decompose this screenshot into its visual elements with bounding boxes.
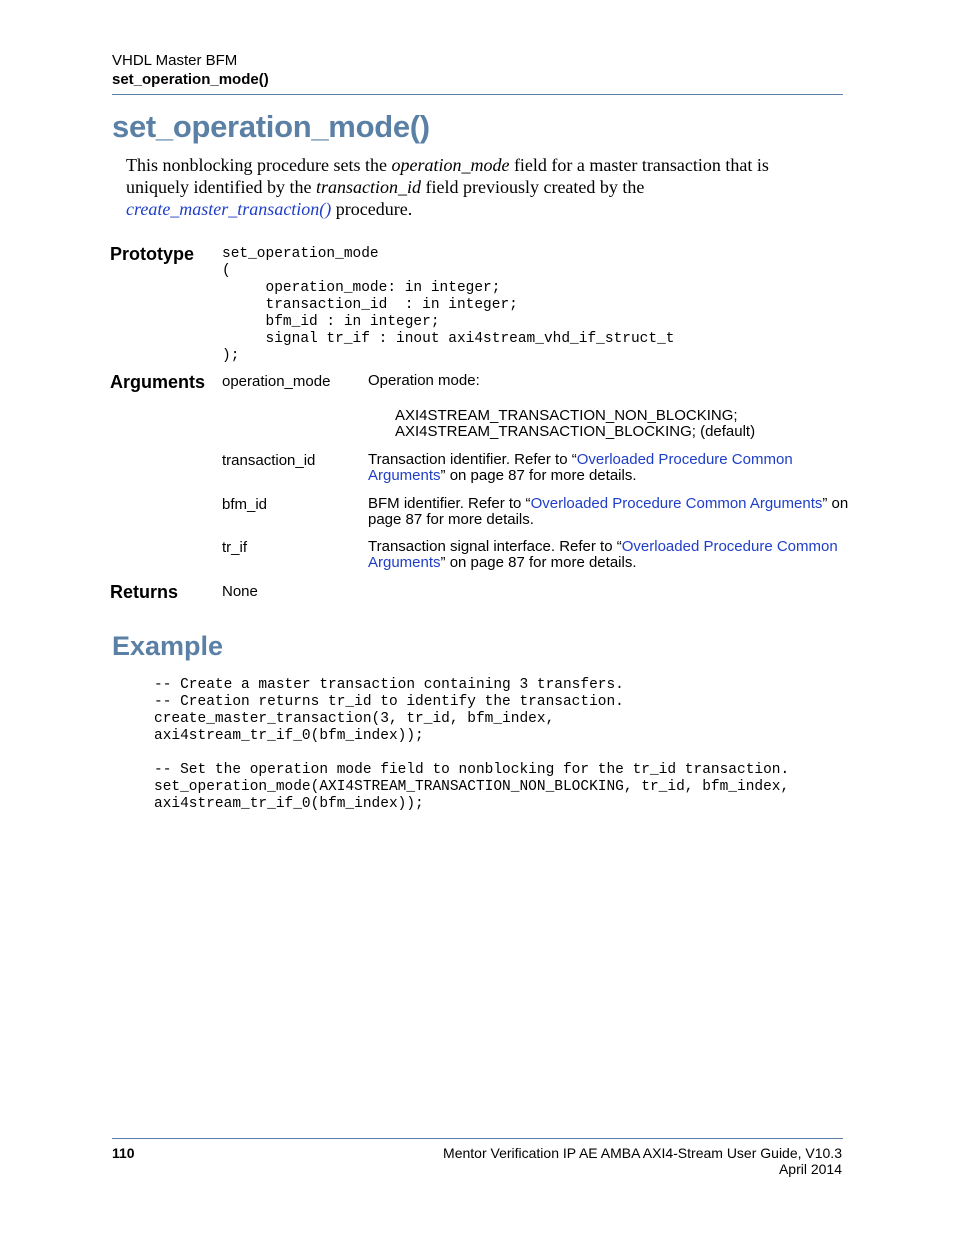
arg-desc-transaction-id: Transaction identifier. Refer to “Overloaded Procedure Common Arguments” on page 87 for more details. [368, 451, 793, 484]
arg-desc-operation-mode: Operation mode: AXI4STREAM_TRANSACTION_NON_BLOCKING; AXI4STREAM_TRANSACTION_BLOCKING; (default) [368, 373, 868, 440]
footer-date: April 2014 [778, 1161, 842, 1177]
footer-rule [112, 1138, 843, 1139]
arg-desc-bfm-id: BFM identifier. Refer to “Overloaded Procedure Common Arguments” on page 87 for more details. [368, 495, 849, 528]
intro-paragraph: This nonblocking procedure sets the operation_mode field for a master transaction that is uniquely identified by the transaction_id field previously created by the create_master_transaction() procedure. [126, 155, 769, 219]
footer-doc-title: Mentor Verification IP AE AMBA AXI4-Stream User Guide, V10.3 [443, 1145, 842, 1161]
arg-name-transaction-id: transaction_id [222, 452, 316, 469]
example-code: -- Create a master transaction containing 3 transfers. -- Creation returns tr_id to identify the transaction. create_master_transaction(3, tr_id, bfm_index, axi4stream_tr_if_0(bfm_index)); -- Set the operation mode field to nonblocking for the tr_id transaction. set_operation_mode(AXI4STREAM_TRANSACTION_NON_BLOCKING, tr_id, bfm_index, axi4stream_tr_if_0(bfm_index)); [154, 677, 790, 812]
example-heading: Example [112, 631, 224, 661]
arguments-label: Arguments [110, 372, 206, 392]
overloaded-args-link[interactable]: Overloaded Procedure Common Arguments [368, 451, 793, 484]
create-master-transaction-link[interactable]: create_master_transaction() [126, 199, 332, 219]
arg-name-operation-mode: operation_mode [222, 373, 331, 390]
operation-mode-value: AXI4STREAM_TRANSACTION_BLOCKING; (default) [395, 423, 756, 440]
header-rule [112, 94, 843, 95]
running-header-section: set_operation_mode() [112, 71, 269, 88]
returns-label: Returns [110, 582, 179, 602]
footer-doc-info [443, 1145, 842, 1177]
arg-name-tr-if: tr_if [222, 539, 248, 556]
operation-mode-value: AXI4STREAM_TRANSACTION_NON_BLOCKING; [395, 407, 738, 424]
overloaded-args-link[interactable]: Overloaded Procedure Common Arguments [368, 538, 838, 571]
overloaded-args-link[interactable]: Overloaded Procedure Common Arguments [530, 495, 823, 512]
prototype-label: Prototype [110, 244, 195, 264]
page-number: 110 [112, 1145, 135, 1161]
returns-value: None [222, 583, 258, 600]
arg-desc-tr-if: Transaction signal interface. Refer to “Overloaded Procedure Common Arguments” on page 87 for more details. [368, 538, 838, 571]
arg-name-bfm-id: bfm_id [222, 496, 268, 513]
page-title: set_operation_mode() [112, 109, 430, 144]
prototype-code: set_operation_mode ( operation_mode: in integer; transaction_id : in integer; bfm_id : in integer; signal tr_if : inout axi4stream_vhd_if_struct_t ); [222, 246, 675, 364]
running-header-chapter: VHDL Master BFM [112, 52, 238, 69]
